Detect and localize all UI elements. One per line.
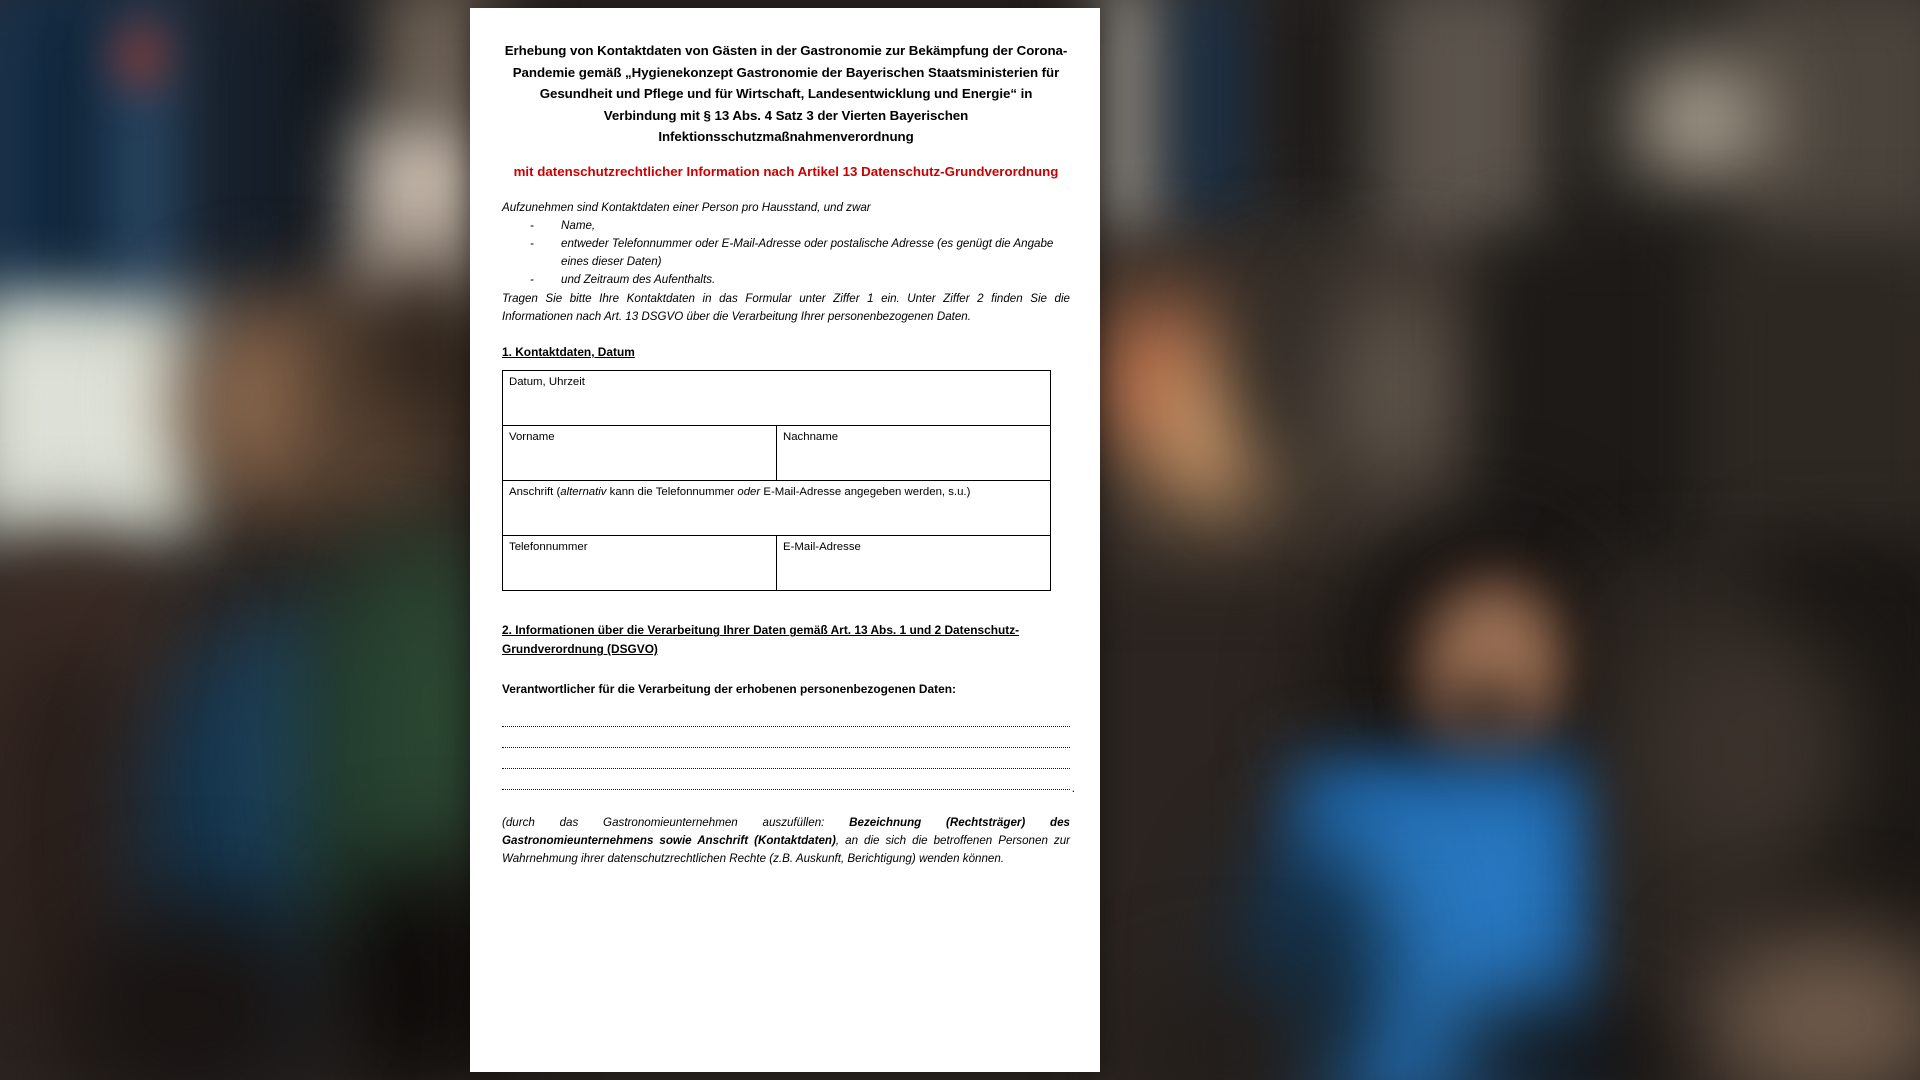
document-page (470, 8, 1100, 1072)
anschrift-em-oder: oder (737, 486, 761, 499)
blank-lines-group (502, 710, 1070, 790)
intro-lead-text: Aufzunehmen sind Kontaktdaten einer Person pro Hausstand, und zwar (502, 201, 871, 215)
bg-shape (10, 320, 70, 510)
bg-shape (1640, 60, 1760, 180)
footnote-bold: Bezeichnung (Rechtsträger) des Gastronomieunternehmens sowie Anschrift (Kontaktdaten) (502, 816, 1070, 848)
bullet-dash-icon: - (530, 273, 534, 287)
bg-shape (1180, 0, 1250, 220)
anschrift-em-alternativ: alternativ (560, 486, 607, 499)
anschrift-part-2: kann die Telefonnummer (606, 486, 738, 499)
list-item-label: und Zeitraum des Aufenthalts. (561, 273, 716, 287)
bg-shape (1270, 0, 1360, 200)
bg-shape (30, 0, 120, 300)
intro-paragraph: Tragen Sie bitte Ihre Kontaktdaten in das Formular unter Ziffer 1 ein. Unter Ziffer 2 finden Sie die Informationen nach Art. 13 DSGVO über die Verarbeitung Ihrer personenbezogenen Daten. (502, 292, 1070, 323)
section-1-heading: 1. Kontaktdaten, Datum (502, 344, 635, 359)
table-row (503, 426, 1051, 481)
anschrift-part-3: E-Mail-Adresse angegeben werden, s.u.) (760, 486, 971, 499)
cell-telefonnummer[interactable]: Telefonnummer (503, 536, 777, 591)
bg-shape (1330, 280, 1470, 500)
bullet-dash-icon: - (530, 237, 534, 251)
responsible-party-heading: Verantwortlicher für die Verarbeitung der erhobenen personenbezogenen Daten: (502, 682, 956, 697)
cell-email-adresse[interactable]: E-Mail-Adresse (777, 536, 1051, 591)
bg-shape (1100, 0, 1160, 240)
table-row (503, 536, 1051, 591)
section-2-heading: 2. Informationen über die Verarbeitung Ihrer Daten gemäß Art. 13 Abs. 1 und 2 Datenschutz-Grundverordnung (DSGVO) (502, 623, 1020, 657)
intro-bullet-list (502, 217, 1070, 289)
blank-line[interactable] (502, 752, 1070, 769)
anschrift-part-1: Anschrift ( (509, 486, 561, 499)
list-item (530, 235, 1070, 271)
bullet-dash-icon: - (530, 219, 534, 233)
table-row (503, 371, 1051, 426)
bg-shape (120, 30, 170, 80)
footnote-part-1: (durch das Gastronomieunternehmen auszufüllen: (502, 816, 850, 830)
footnote-paragraph (502, 814, 1070, 868)
bg-shape (90, 330, 145, 510)
bg-shape (190, 0, 310, 310)
cell-nachname[interactable]: Nachname (777, 426, 1051, 481)
document-subtitle: mit datenschutzrechtlicher Information nach Artikel 13 Datenschutz-Grundverordnung (513, 163, 1059, 179)
contact-data-table (502, 370, 1051, 591)
blank-line[interactable] (502, 710, 1070, 727)
cell-anschrift[interactable] (503, 481, 1051, 536)
list-item-label: Name, (561, 219, 596, 233)
bg-shape (1430, 680, 1540, 770)
list-item (530, 271, 1070, 289)
table-row (503, 481, 1051, 536)
list-item (530, 217, 1070, 235)
list-item-label: entweder Telefonnummer oder E-Mail-Adresse oder postalische Adresse (es genügt die Angabe eines dieser Daten) (561, 237, 1054, 269)
cell-vorname[interactable]: Vorname (503, 426, 777, 481)
blank-line[interactable] (502, 731, 1070, 748)
cell-datum-uhrzeit[interactable]: Datum, Uhrzeit (503, 371, 1051, 426)
bg-shape (1640, 620, 1860, 880)
bg-shape (1480, 230, 1730, 570)
page-title: Erhebung von Kontaktdaten von Gästen in der Gastronomie zur Bekämpfung der Corona-Pandemie gemäß „Hygienekonzept Gastronomie der Bayerischen Staatsministerien für Gesundheit und Pflege und für Wirtschaft, Landesentwicklung und Energie“ in Verbindung mit § 13 Abs. 4 Satz 3 der Vierten Bayerischen Infektionsschutzmaßnahmenverordnung (504, 43, 1068, 145)
blank-line[interactable] (502, 773, 1070, 790)
bg-shape (1700, 230, 1920, 570)
footnote-part-2: , an die sich die betroffenen Personen zur Wahrnehmung ihrer datenschutzrechtlichen Rechte (z.B. Auskunft, Berichtigung) wenden können. (502, 834, 1071, 866)
